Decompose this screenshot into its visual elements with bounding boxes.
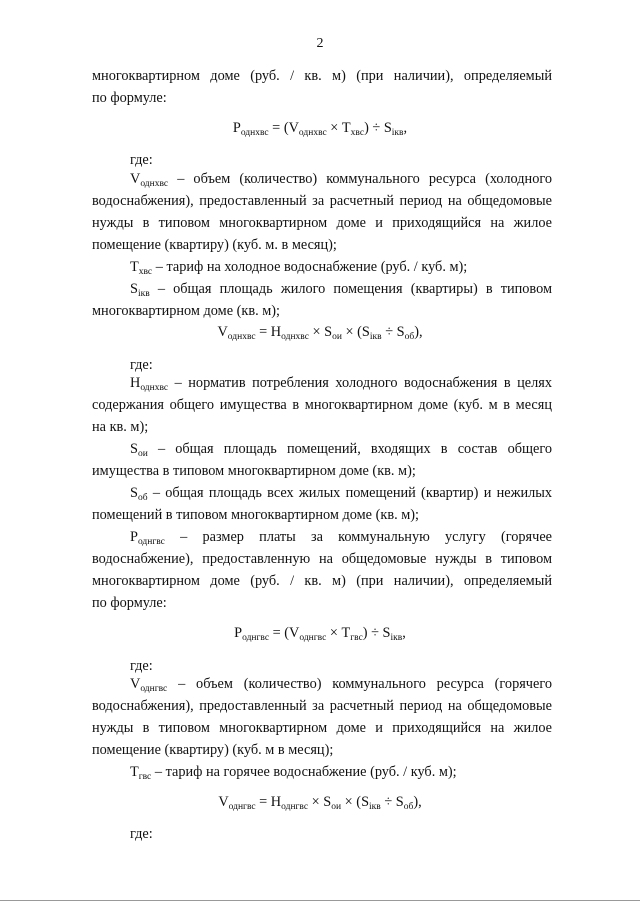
paragraph-line: имущества в типовом многоквартирном доме (кв. м); — [92, 463, 416, 479]
formula-text: × Т — [326, 120, 351, 136]
definition-text: – общая площадь жилого помещения (квартиры) в типовом — [157, 281, 552, 297]
subscript: одн — [140, 179, 155, 189]
formula-text: ), — [414, 324, 423, 340]
paragraph-line: многоквартирном доме (кв. м); — [92, 303, 281, 319]
symbol: Т — [130, 764, 139, 780]
formula-symbol: V — [218, 794, 229, 810]
subscript: однхвс — [140, 383, 169, 393]
where-label: где: — [130, 826, 153, 842]
formula-subscript: однгвс — [299, 633, 327, 643]
where-label: где: — [130, 357, 153, 373]
paragraph-line: помещений в типовом многоквартирном доме (кв. м); — [92, 507, 419, 523]
formula-text: = (V — [269, 625, 300, 641]
formula-subscript: об — [403, 802, 414, 812]
paragraph-line: на кв. м); — [92, 419, 149, 435]
formula-text: , — [402, 625, 406, 641]
subscript: гвс — [152, 537, 165, 547]
paragraph-line: содержания общего имущества в многоквартирном доме (куб. м в месяц — [92, 397, 552, 413]
definition-line — [130, 672, 552, 696]
definition-line — [130, 167, 552, 191]
formula-subscript: iкв — [390, 633, 403, 643]
definition-text: – норматив потребления холодного водоснабжения в целях — [174, 375, 552, 391]
paragraph-line: многоквартирном доме (руб. / кв. м) (при наличии), определяемый — [92, 573, 552, 589]
formula-subscript: ои — [332, 332, 342, 342]
formula-subscript: однхвс — [281, 332, 309, 342]
subscript: об — [137, 493, 148, 503]
paragraph-line: многоквартирном доме (руб. / кв. м) (при наличии), определяемый — [92, 68, 552, 84]
definition-line — [130, 525, 552, 549]
formula-text: = (V — [268, 120, 299, 136]
formula-text: ) ÷ S — [362, 625, 391, 641]
formula-text: , — [403, 120, 408, 136]
formula-subscript: ои — [331, 802, 342, 812]
definition-text: – объем (количество) коммунального ресурса (холодного — [177, 171, 552, 187]
paragraph-line: помещение (квартиру) (куб. м в месяц); — [92, 742, 334, 758]
where-label: где: — [130, 152, 153, 168]
paragraph-line: нужды в типовом многоквартирном доме и приходящийся на жилое — [92, 720, 552, 736]
formula-subscript: однхвс — [298, 128, 327, 138]
formula-subscript: iкв — [369, 332, 382, 342]
formula-symbol: V — [217, 324, 228, 340]
formula-symbol: Р — [234, 625, 243, 641]
formula-v-hvs — [0, 320, 640, 344]
formula-subscript: гвс — [256, 633, 270, 643]
formula-text: ÷ S — [380, 794, 404, 810]
definition-line — [130, 481, 552, 505]
definition-text: – объем (количество) коммунального ресурса (горячего — [178, 676, 552, 692]
definition-line — [130, 255, 552, 279]
definition-line — [130, 277, 552, 301]
formula-subscript: однхвс — [240, 128, 269, 138]
symbol: V — [130, 676, 141, 692]
subscript: гвс — [154, 684, 168, 694]
formula-subscript: гвс — [350, 633, 363, 643]
definition-text: – тариф на горячее водоснабжение (руб. / куб. м); — [154, 764, 457, 780]
subscript: одн — [137, 537, 153, 547]
paragraph-line: водоснабжения), предоставленный за расчетный период на общедомовые — [92, 193, 552, 209]
definition-line — [130, 760, 552, 784]
subscript: одн — [140, 684, 155, 694]
formula-v-gvs — [0, 790, 640, 814]
subscript: гвс — [138, 772, 152, 782]
formula-subscript: однхвс — [227, 332, 256, 342]
symbol: Т — [130, 259, 139, 275]
paragraph-line: помещение (квартиру) (куб. м. в месяц); — [92, 237, 337, 253]
definition-line — [130, 371, 552, 395]
definition-text: – общая площадь всех жилых помещений (квартир) и нежилых — [152, 485, 553, 501]
formula-subscript: iкв — [369, 802, 381, 812]
subscript: хвс — [138, 267, 153, 277]
paragraph-line: нужды в типовом многоквартирном доме и приходящийся на жилое — [92, 215, 552, 231]
formula-text: ) ÷ S — [364, 120, 392, 136]
formula-text: = Н — [255, 324, 282, 340]
formula-subscript: об — [404, 332, 415, 342]
subscript: ои — [137, 449, 148, 459]
formula-text: = Н — [255, 794, 282, 810]
symbol: Р — [130, 529, 138, 545]
symbol: S — [130, 281, 138, 297]
definition-text: – размер платы за коммунальную услугу (горячее — [180, 529, 553, 545]
subscript: iкв — [137, 289, 150, 299]
formula-text: × (S — [341, 324, 370, 340]
symbol: V — [130, 171, 141, 187]
symbol: Н — [130, 375, 141, 391]
formula-text: ÷ S — [381, 324, 405, 340]
formula-p-gvs — [0, 621, 640, 645]
formula-subscript: однгвс — [281, 802, 309, 812]
formula-text: × Т — [326, 625, 351, 641]
paragraph-line: по формуле: — [92, 595, 167, 611]
formula-text: × (S — [341, 794, 370, 810]
formula-text: ), — [413, 794, 422, 810]
subscript: хвс — [154, 179, 169, 189]
formula-p-hvs — [0, 116, 640, 140]
paragraph-line: водоснабжения), предоставленный за расчетный период на общедомовые — [92, 698, 552, 714]
definition-text: – общая площадь помещений, входящих в состав общего — [157, 441, 552, 457]
where-label: где: — [130, 658, 153, 674]
formula-subscript: iкв — [391, 128, 404, 138]
formula-text: × S — [308, 324, 333, 340]
paragraph-line: по формуле: — [92, 90, 167, 106]
page-number: 2 — [316, 36, 324, 51]
formula-subscript: однгвс — [228, 802, 256, 812]
formula-subscript: хвс — [350, 128, 365, 138]
formula-symbol: Р — [232, 120, 241, 136]
symbol: S — [130, 485, 138, 501]
definition-text: – тариф на холодное водоснабжение (руб. / куб. м); — [155, 259, 468, 275]
page-bottom-edge — [0, 900, 640, 901]
formula-subscript: одн — [242, 633, 257, 643]
paragraph-line: водоснабжение), предоставленную на общедомовые нужды в типовом — [92, 551, 552, 567]
symbol: S — [130, 441, 138, 457]
definition-line — [130, 437, 552, 461]
formula-text: × S — [308, 794, 332, 810]
